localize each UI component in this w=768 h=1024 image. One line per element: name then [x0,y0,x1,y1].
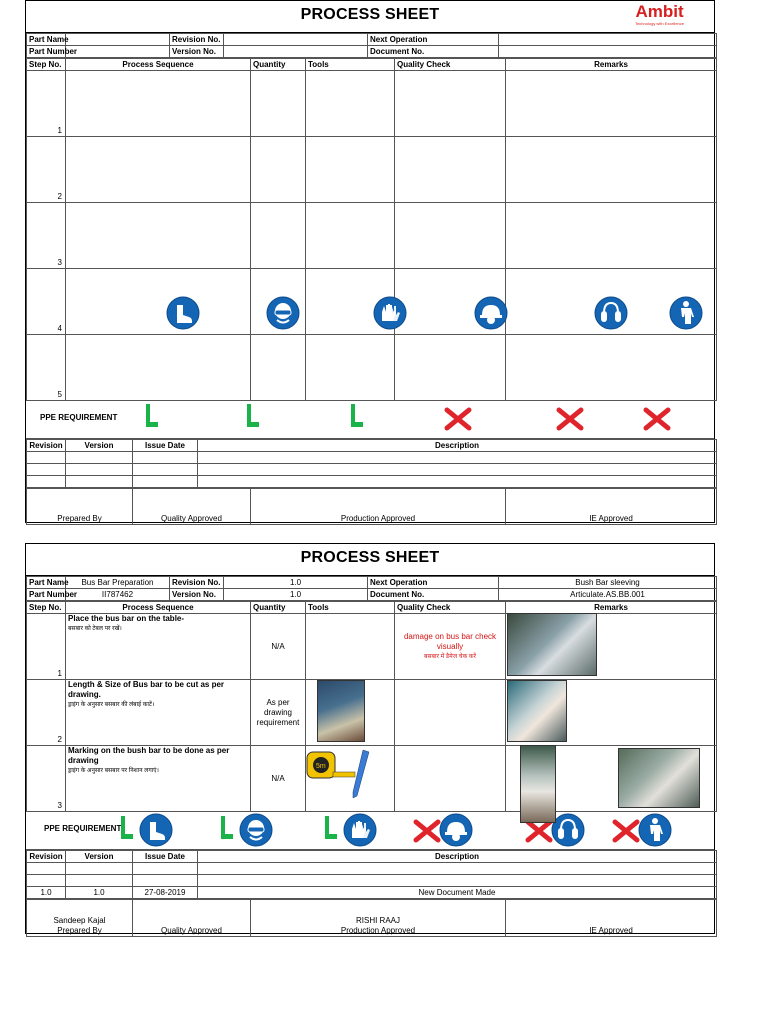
col-description: Description [198,851,717,863]
issue-date-cell[interactable] [133,875,198,887]
helmet-icon [474,296,508,335]
step-tools[interactable] [306,203,395,269]
version-no-label: Version No. [170,46,224,58]
revision-cell[interactable] [27,452,66,464]
step-number: 2 [27,137,66,203]
step-text: Marking on the bush bar to be done as per drawing [68,746,230,765]
step-row [27,71,717,137]
part-number-value[interactable] [66,46,170,58]
step-description[interactable] [66,269,251,335]
step-quality-check [395,614,506,680]
step-number: 5 [27,335,66,401]
boots-icon [166,296,200,335]
col-quantity: Quantity [251,602,306,614]
ppe-required-check-icon [245,403,261,434]
step-quality-check[interactable] [395,203,506,269]
revision-cell[interactable] [27,476,66,488]
quality-check-hindi: बसबार में डैमेज चेक करें [424,653,476,660]
remark-photo-measuring [618,748,700,808]
step-text-hindi: ड्राइंग के अनुसार बसबार पर निशान लगाएं। [68,768,159,774]
ppe-required-check-icon [119,815,135,846]
col-process-sequence: Process Sequence [66,59,251,71]
tape-pencil-icon [305,746,375,802]
step-row [27,203,717,269]
sheet-header [26,544,714,576]
step-tools [306,614,395,680]
ppe-not-required-cross-icon [413,819,441,848]
approval-table [26,899,717,937]
revision-no-label: Revision No. [170,577,224,589]
prepared-by-cell [27,900,133,937]
revision-cell[interactable] [27,464,66,476]
col-issue-date: Issue Date [133,440,198,452]
ppe-requirement-label: PPE REQUIREMENT [44,824,122,833]
step-remarks[interactable] [506,71,717,137]
quality-approved-label: Quality Approved [133,489,251,525]
gloves-icon [343,813,377,852]
col-version: Version [66,440,133,452]
sheet-title: PROCESS SHEET [300,6,440,23]
header-table [26,576,717,601]
coverall-icon [638,813,672,852]
ear-protection-icon [551,813,585,852]
step-quantity: N/A [251,746,306,812]
step-number: 3 [27,203,66,269]
part-name-label: Part Name [27,577,66,589]
revision-cell[interactable] [27,875,66,887]
goggles-icon [266,296,300,335]
quality-check-text: damage on bus bar check visually [403,631,497,651]
col-quality-check: Quality Check [395,602,506,614]
step-rows [27,71,717,401]
version-cell[interactable] [66,476,133,488]
version-no-label: Version No. [170,589,224,601]
step-number: 1 [27,614,66,680]
production-approved-name: RISHI RAAJ [355,916,400,925]
step-tools[interactable] [306,335,395,401]
step-tools[interactable] [306,137,395,203]
logo-name: Ambit [635,2,684,21]
ppe-not-required-cross-icon [643,407,671,436]
revision-cell[interactable]: 1.0 [27,887,66,899]
col-quality-check: Quality Check [395,59,506,71]
description-cell[interactable] [198,863,717,875]
step-number: 3 [27,746,66,812]
part-name-label: Part Name [27,34,66,46]
boots-icon [139,813,173,852]
col-process-sequence: Process Sequence [66,602,251,614]
step-text-hindi: बसबार को टेबल पर रखें। [68,626,122,632]
step-number: 1 [27,71,66,137]
revision-table [26,439,717,488]
ppe-required-check-icon [349,403,365,434]
step-quality-check [395,746,506,812]
ie-approved-label: IE Approved [506,900,717,937]
step-description[interactable] [66,203,251,269]
remark-photo-marking [520,745,556,823]
header-table [26,33,717,58]
issue-date-cell[interactable] [133,476,198,488]
col-revision: Revision [27,440,66,452]
version-cell[interactable] [66,863,133,875]
ear-protection-icon [594,296,628,335]
step-description[interactable] [66,137,251,203]
sheet-header [26,1,714,33]
step-description [66,746,251,812]
issue-date-cell[interactable]: 27-08-2019 [133,887,198,899]
version-cell[interactable] [66,875,133,887]
step-quality-check[interactable] [395,335,506,401]
step-remarks[interactable] [506,137,717,203]
step-description [66,614,251,680]
next-operation-value[interactable]: Bush Bar sleeving [499,577,717,589]
production-approved-cell [251,900,506,937]
col-tools: Tools [306,602,395,614]
version-no-value[interactable] [224,46,368,58]
ppe-row [26,812,714,850]
step-quantity[interactable] [251,137,306,203]
helmet-icon [439,813,473,852]
next-operation-label: Next Operation [368,577,499,589]
col-description: Description [198,440,717,452]
step-description[interactable] [66,335,251,401]
step-quantity[interactable] [251,203,306,269]
part-number-label: Part Number [27,46,66,58]
revision-cell[interactable] [27,863,66,875]
ppe-not-required-cross-icon [556,407,584,436]
description-cell[interactable] [198,464,717,476]
quality-approved-label: Quality Approved [133,900,251,937]
revision-table [26,850,717,899]
document-no-label: Document No. [368,589,499,601]
ppe-required-check-icon [219,815,235,846]
col-step-no: Step No. [27,59,66,71]
part-name-value[interactable]: Bus Bar Preparation [66,577,170,589]
ppe-not-required-cross-icon [525,819,553,848]
coverall-icon [669,296,703,335]
step-quality-check[interactable] [395,137,506,203]
sheet-title: PROCESS SHEET [300,549,440,566]
svg-text:5m: 5m [316,763,326,770]
step-text: Place the bus bar on the table- [68,614,185,623]
process-sheet-template [25,0,715,523]
logo-tagline: Technology with Excellence [635,21,684,26]
step-quantity: As per drawing requirement [251,680,306,746]
step-quantity[interactable] [251,71,306,137]
step-description [66,680,251,746]
ppe-requirement-label: PPE REQUIREMENT [40,413,118,422]
next-operation-value[interactable] [499,34,717,46]
step-tools[interactable] [306,71,395,137]
description-cell[interactable]: New Document Made [198,887,717,899]
revision-no-value[interactable] [224,34,368,46]
version-cell[interactable] [66,464,133,476]
steps-table [26,58,717,401]
approval-table [26,488,717,525]
production-approved-label: Production Approved [340,926,416,935]
gloves-icon [373,296,407,335]
prepared-by-name: Sandeep Kajal [53,916,106,925]
document-no-label: Document No. [368,46,499,58]
step-row [27,614,717,680]
description-cell[interactable] [198,875,717,887]
revision-no-value[interactable]: 1.0 [224,577,368,589]
process-sheet-filled [25,543,715,934]
part-number-value[interactable]: II787462 [66,589,170,601]
document-no-value[interactable]: Articulate.AS.BB.001 [499,589,717,601]
ppe-not-required-cross-icon [612,819,640,848]
step-quality-check [395,680,506,746]
ppe-required-check-icon [144,403,160,434]
issue-date-cell[interactable] [133,464,198,476]
version-cell[interactable] [66,452,133,464]
production-approved-label: Production Approved [251,489,506,525]
revision-no-label: Revision No. [170,34,224,46]
step-number: 4 [27,269,66,335]
ppe-required-check-icon [323,815,339,846]
ppe-row [26,401,714,439]
step-quantity: N/A [251,614,306,680]
step-number: 2 [27,680,66,746]
tool-photo-cutting-machine [317,680,365,742]
col-tools: Tools [306,59,395,71]
version-no-value[interactable]: 1.0 [224,589,368,601]
prepared-by-label: Prepared By [57,926,102,935]
next-operation-label: Next Operation [368,34,499,46]
ie-approved-label: IE Approved [506,489,717,525]
prepared-by-label: Prepared By [27,489,133,525]
col-quantity: Quantity [251,59,306,71]
part-number-label: Part Number [27,589,66,601]
step-remarks[interactable] [506,203,717,269]
col-remarks: Remarks [506,602,717,614]
ppe-not-required-cross-icon [444,407,472,436]
col-version: Version [66,851,133,863]
col-revision: Revision [27,851,66,863]
step-row [27,137,717,203]
col-issue-date: Issue Date [133,851,198,863]
step-row [27,335,717,401]
issue-date-cell[interactable] [133,452,198,464]
step-text-hindi: ड्राइंग के अनुसार बसबार की लंबाई काटें। [68,702,155,708]
remark-photo-operator [507,680,567,742]
step-text: Length & Size of Bus bar to be cut as per drawing. [68,680,225,699]
step-remarks[interactable] [506,335,717,401]
goggles-icon [239,813,273,852]
document-no-value[interactable] [499,46,717,58]
remark-photo-busbar-table [507,613,597,676]
ambit-logo [635,2,684,26]
description-cell[interactable] [198,476,717,488]
step-row [27,680,717,746]
step-description[interactable] [66,71,251,137]
step-quantity[interactable] [251,335,306,401]
issue-date-cell[interactable] [133,863,198,875]
description-cell[interactable] [198,452,717,464]
col-remarks: Remarks [506,59,717,71]
col-step-no: Step No. [27,602,66,614]
part-name-value[interactable] [66,34,170,46]
step-quality-check[interactable] [395,71,506,137]
version-cell[interactable]: 1.0 [66,887,133,899]
